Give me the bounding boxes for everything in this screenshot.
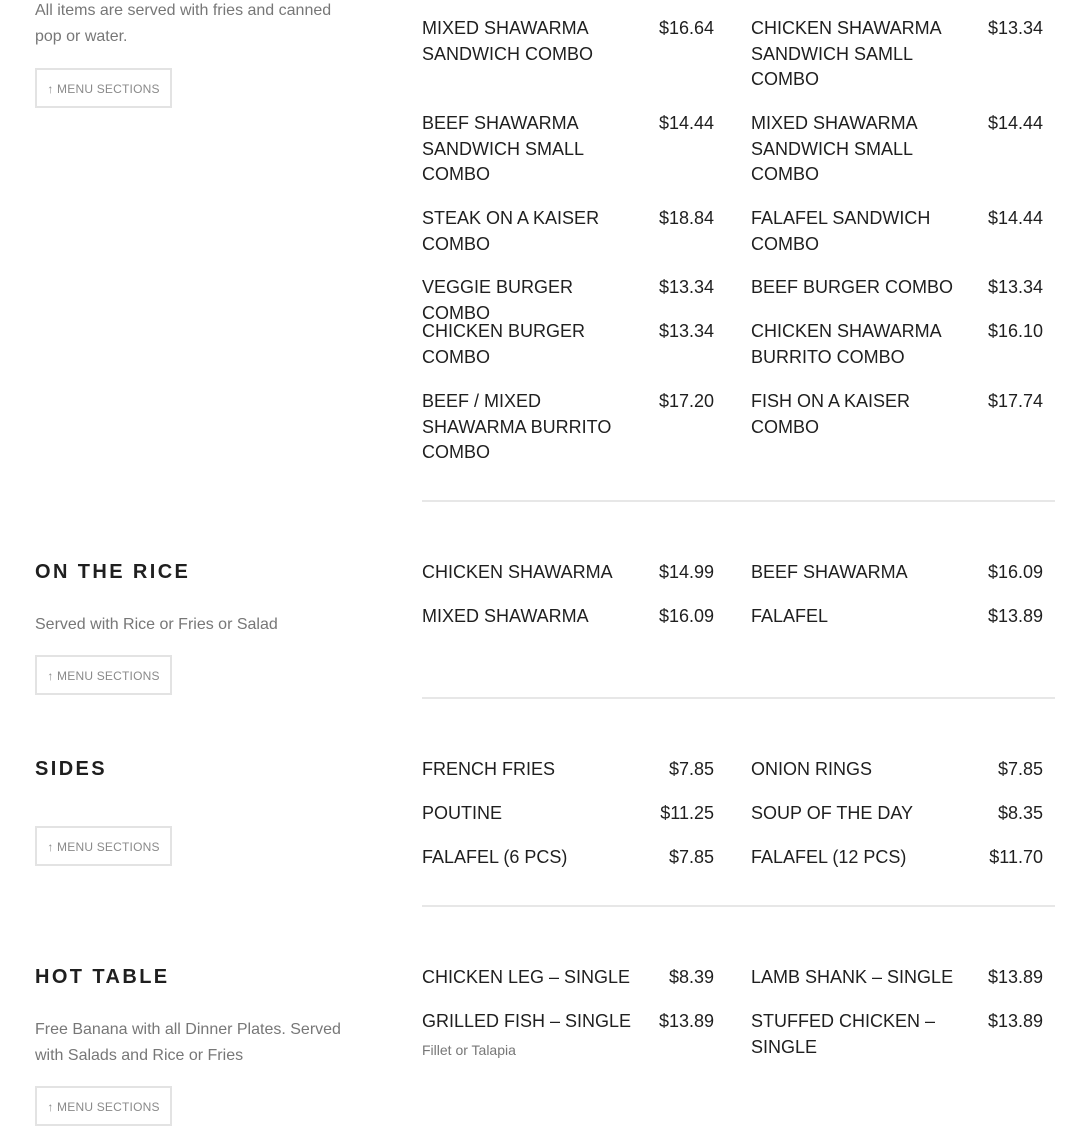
item-price: $14.99	[658, 562, 714, 582]
item-name: CHICKEN LEG – SINGLE	[422, 967, 631, 987]
item-price: $11.70	[989, 847, 1043, 867]
menu-sections-button[interactable]: ↑ MENU SECTIONS	[35, 826, 172, 866]
item-price: $13.34	[658, 277, 714, 297]
section-title: ON THE RICE	[35, 561, 191, 583]
item-name: BEEF BURGER COMBO	[751, 277, 954, 297]
item-name: STUFFED CHICKEN – SINGLE	[751, 1011, 936, 1057]
item-price: $14.44	[987, 208, 1043, 228]
item-price: $13.89	[987, 967, 1043, 987]
item-name: FALAFEL	[751, 606, 829, 626]
item-name: CHICKEN SHAWARMA BURRITO COMBO	[751, 321, 941, 367]
menu-sections-button[interactable]: ↑ MENU SECTIONS	[35, 68, 172, 108]
item-name: BEEF SHAWARMA SANDWICH SMALL COMBO	[422, 113, 584, 184]
item-price: $13.89	[987, 1011, 1043, 1031]
item-price: $16.09	[658, 606, 714, 626]
item-price: $17.74	[987, 391, 1043, 411]
section-divider	[422, 697, 1055, 699]
item-price: $7.85	[668, 759, 714, 779]
item-name: FALAFEL (12 PCS)	[751, 847, 907, 867]
item-price: $8.39	[668, 967, 714, 987]
section-description: Free Banana with all Dinner Plates. Served with Salads and Rice or Fries	[35, 1021, 341, 1064]
section-divider	[422, 905, 1055, 907]
item-name: CHICKEN BURGER COMBO	[422, 321, 586, 367]
item-name: STEAK ON A KAISER COMBO	[422, 208, 600, 254]
item-price: $16.64	[658, 18, 714, 38]
item-note: Fillet or Talapia	[422, 1042, 516, 1058]
item-price: $13.89	[658, 1011, 714, 1031]
item-price: $18.84	[658, 208, 714, 228]
item-name: CHICKEN SHAWARMA SANDWICH SAMLL COMBO	[751, 18, 941, 89]
item-name: MIXED SHAWARMA SANDWICH COMBO	[422, 18, 593, 64]
item-name: MIXED SHAWARMA	[422, 606, 589, 626]
item-price: $14.44	[658, 113, 714, 133]
item-name: FRENCH FRIES	[422, 759, 556, 779]
menu-sections-button[interactable]: ↑ MENU SECTIONS	[35, 655, 172, 695]
item-name: VEGGIE BURGER COMBO	[422, 277, 574, 323]
item-price: $16.09	[987, 562, 1043, 582]
item-price: $13.34	[987, 277, 1043, 297]
item-name: FALAFEL (6 PCS)	[422, 847, 568, 867]
item-price: $8.35	[997, 803, 1043, 823]
item-name: ONION RINGS	[751, 759, 873, 779]
item-name: LAMB SHANK – SINGLE	[751, 967, 954, 987]
item-price: $16.10	[987, 321, 1043, 341]
item-price: $13.34	[987, 18, 1043, 38]
item-price: $13.89	[987, 606, 1043, 626]
item-price: $7.85	[997, 759, 1043, 779]
item-name: GRILLED FISH – SINGLE	[422, 1011, 632, 1031]
item-price: $13.34	[658, 321, 714, 341]
item-name: FISH ON A KAISER COMBO	[751, 391, 911, 437]
item-name: CHICKEN SHAWARMA	[422, 562, 613, 582]
item-price: $11.25	[660, 803, 714, 823]
item-name: FALAFEL SANDWICH COMBO	[751, 208, 931, 254]
item-name: POUTINE	[422, 803, 503, 823]
item-name: SOUP OF THE DAY	[751, 803, 914, 823]
item-name: BEEF SHAWARMA	[751, 562, 908, 582]
item-name: MIXED SHAWARMA SANDWICH SMALL COMBO	[751, 113, 917, 184]
item-price: $17.20	[658, 391, 714, 411]
section-title: HOT TABLE	[35, 966, 170, 988]
section-description: All items are served with fries and canned pop or water.	[35, 2, 332, 45]
section-divider	[422, 500, 1055, 502]
section-title: SIDES	[35, 758, 108, 780]
item-name: BEEF / MIXED SHAWARMA BURRITO COMBO	[422, 391, 612, 462]
item-price: $7.85	[668, 847, 714, 867]
section-description: Served with Rice or Fries or Salad	[35, 616, 278, 633]
menu-sections-button[interactable]: ↑ MENU SECTIONS	[35, 1086, 172, 1126]
item-price: $14.44	[987, 113, 1043, 133]
